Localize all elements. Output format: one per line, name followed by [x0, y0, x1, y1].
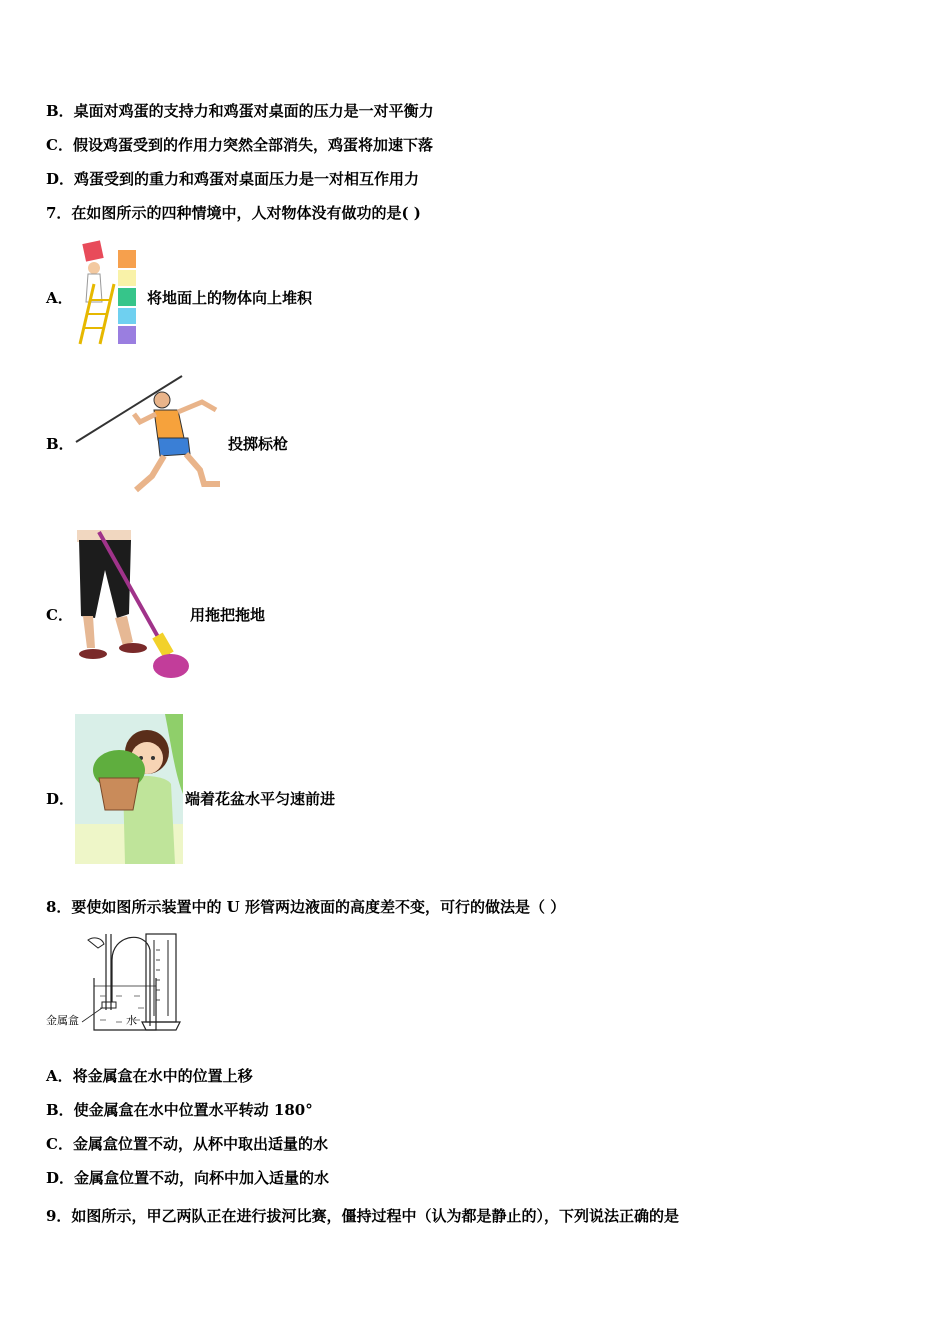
q7-option-c-caption: 用拖把拖地 — [190, 606, 266, 624]
q7-option-b-caption: 投掷标枪 — [228, 435, 289, 453]
u-tube-pressure-gauge-diagram — [46, 930, 186, 1036]
q9-stem: 9．如图所示，甲乙两队正在进行拔河比赛，僵持过程中（认为都是静止的），下列说法正确的是 — [46, 1207, 679, 1225]
q8-option-d: D．金属盒位置不动，向杯中加入适量的水 — [46, 1169, 330, 1187]
q7-option-c-letter: C． — [46, 606, 73, 624]
q7-option-d-letter: D． — [46, 790, 75, 808]
q7-stem: 7．在如图所示的四种情境中，人对物体没有做功的是( ) — [46, 204, 421, 222]
girl-with-flowerpot-illustration — [75, 714, 183, 864]
q8-option-a: A．将金属盒在水中的位置上移 — [46, 1067, 253, 1085]
metal-box-label: 金属盒 — [46, 1014, 79, 1027]
q6-option-c: C．假设鸡蛋受到的作用力突然全部消失，鸡蛋将加速下落 — [46, 136, 433, 154]
q7-option-a-letter: A． — [46, 289, 73, 307]
q8-option-c: C．金属盒位置不动，从杯中取出适量的水 — [46, 1135, 328, 1153]
mopping-illustration — [75, 530, 191, 684]
q8-stem: 8．要使如图所示装置中的 U 形管两边液面的高度差不变，可行的做法是（ ） — [46, 898, 566, 916]
water-label: 水 — [126, 1014, 137, 1027]
javelin-thrower-illustration — [74, 372, 224, 496]
q6-option-b: B．桌面对鸡蛋的支持力和鸡蛋对桌面的压力是一对平衡力 — [46, 102, 434, 120]
q7-option-a-caption: 将地面上的物体向上堆积 — [147, 289, 313, 307]
q7-option-b-letter: B． — [46, 435, 74, 453]
q8-option-b: B．使金属盒在水中位置水平转动 180° — [46, 1101, 313, 1119]
q7-option-d-caption: 端着花盆水平匀速前进 — [185, 790, 336, 808]
q6-option-d: D．鸡蛋受到的重力和鸡蛋对桌面压力是一对相互作用力 — [46, 170, 420, 188]
stacking-blocks-illustration — [76, 240, 144, 346]
